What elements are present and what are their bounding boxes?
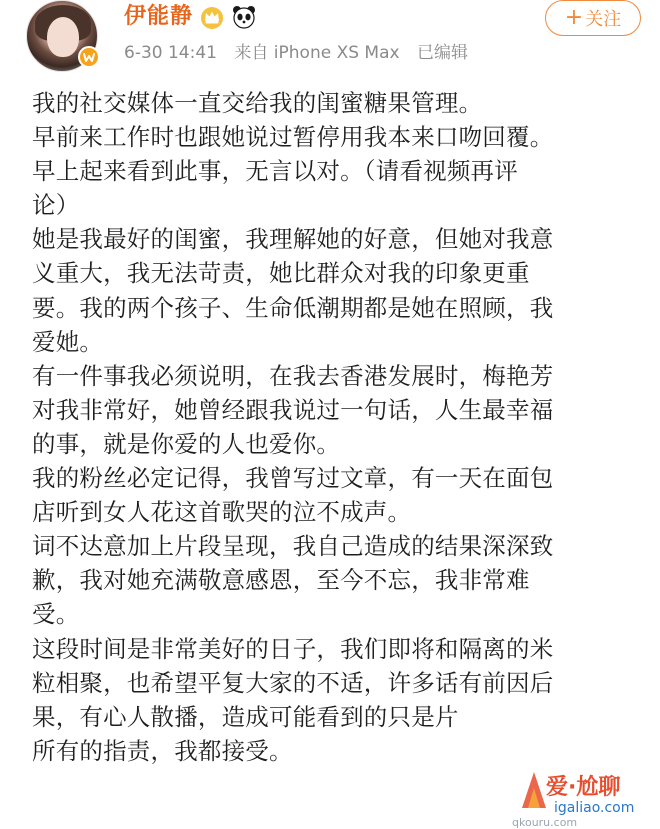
- post-line: 我的社交媒体一直交给我的闺蜜糖果管理。: [32, 89, 483, 117]
- avatar-face: [47, 17, 79, 57]
- post-header: [0, 0, 660, 80]
- follow-button[interactable]: [545, 0, 641, 36]
- watermark-text: 爱·尬聊: [546, 775, 621, 800]
- post-line: 对我非常好，她曾经跟我说过一句话，人生最幸福: [32, 395, 554, 424]
- plus-icon: +: [564, 5, 584, 30]
- post-line: 我的粉丝必定记得，我曾写过文章，有一天在面包: [32, 464, 554, 493]
- post-line: 受。: [32, 600, 80, 629]
- watermark-url: igaliao.com: [554, 800, 635, 816]
- panda-icon: [231, 4, 257, 30]
- post-line: 论）: [32, 191, 80, 220]
- watermark-sub: qkouru.com: [512, 816, 578, 829]
- post-line: 词不达意加上片段呈现，我自己造成的结果深深致: [32, 532, 554, 561]
- post-line: 她是我最好的闺蜜，我理解她的好意，但她对我意: [32, 225, 554, 254]
- post-line: 店听到女人花这首歌哭的泣不成声。: [32, 498, 412, 527]
- post-line: 爱她。: [32, 327, 104, 356]
- post-time: 6-30 14:41: [124, 43, 217, 63]
- post-line: 早上起来看到此事，无言以对。（请看视频再评: [32, 157, 518, 186]
- post-source[interactable]: 来自 iPhone XS Max: [234, 43, 400, 63]
- username[interactable]: 伊能静: [124, 4, 194, 29]
- post-line: 果，有心人散播，造成可能看到的只是片: [32, 702, 459, 731]
- username-row: [124, 0, 257, 34]
- post-meta: [124, 40, 480, 66]
- post-line: 这段时间是非常美好的日子，我们即将和隔离的米: [32, 634, 554, 663]
- post-line: 所有的指责，我都接受。: [32, 736, 293, 765]
- site-watermark: [512, 768, 660, 829]
- post-body: [32, 86, 652, 768]
- post-line: 粒相聚，也希望平复大家的不适，许多话有前因后: [32, 668, 554, 697]
- post-line: 有一件事我必须说明，在我去香港发展时，梅艳芳: [32, 361, 554, 390]
- post-line: 歉，我对她充满敬意感恩，至今不忘，我非常难: [32, 566, 530, 595]
- post-line: 要。我的两个孩子、生命低潮期都是她在照顾，我: [32, 293, 554, 322]
- crown-icon: [199, 4, 225, 30]
- post-line: 义重大，我无法苛责，她比群众对我的印象更重: [32, 259, 530, 288]
- follow-label: 关注: [585, 9, 622, 30]
- post-line: 的事，就是你爱的人也爱你。: [32, 429, 341, 458]
- edited-label[interactable]: 已编辑: [416, 43, 468, 63]
- post-line: 早前来工作时也跟她说过暂停用我本来口吻回覆。: [32, 123, 554, 152]
- verified-vip-icon: [78, 46, 100, 68]
